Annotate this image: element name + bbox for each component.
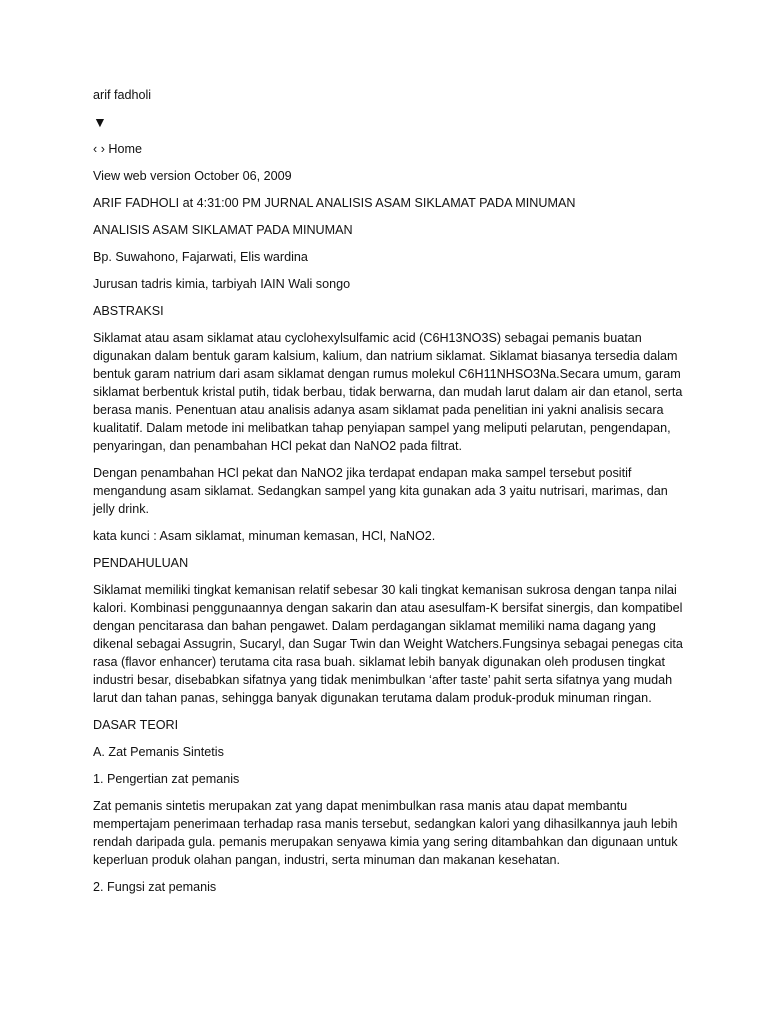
nav-arrows-icon: ‹ ›: [93, 142, 105, 156]
abstract-heading: ABSTRAKSI: [93, 304, 164, 318]
section-a-heading: A. Zat Pemanis Sintetis: [93, 745, 224, 759]
article-title: ANALISIS ASAM SIKLAMAT PADA MINUMAN: [93, 223, 353, 237]
section-1-heading: 1. Pengertian zat pemanis: [93, 772, 240, 786]
theory-heading: DASAR TEORI: [93, 718, 179, 732]
intro-heading: PENDAHULUAN: [93, 556, 189, 570]
abstract-paragraph-2: Dengan penambahan HCl pekat dan NaNO2 jika terdapat endapan maka sampel tersebut positif mengandung asam siklamat. Sedangkan sampel yang kita gunakan ada 3 yaitu nutrisari, marimas, dan jelly drink.: [93, 466, 668, 516]
view-web-version: View web version October 06, 2009: [93, 169, 292, 183]
abstract-paragraph-1: Siklamat atau asam siklamat atau cyclohexylsulfamic acid (C6H13NO3S) sebagai pemanis buatan digunakan dalam bentuk garam kalsium, kalium, dan natrium siklamat. Siklamat biasanya tersedia dalam bentuk garam natrium dari asam siklamat dengan rumus molekul C6H11NHSO3Na.Secara umum, garam siklamat berbentuk kristal putih, tidak berbau, tidak berwarna, dan mudah larut dalam air dan etanol, serta berasa manis. Penentuan atau analisis adanya asam siklamat pada penelitian ini yakni analisis secara kualitatif. Dalam metode ini melibatkan tahap penyiapan sampel yang meliputi pelarutan, pengendapan, penyaringan, dan penambahan HCl pekat dan NaNO2 pada filtrat.: [93, 331, 683, 453]
keywords-line: kata kunci : Asam siklamat, minuman kemasan, HCl, NaNO2.: [93, 529, 436, 543]
article-authors: Bp. Suwahono, Fajarwati, Elis wardina: [93, 250, 308, 264]
nav-home-link[interactable]: [93, 140, 683, 158]
article-affiliation: Jurusan tadris kimia, tarbiyah IAIN Wali songo: [93, 277, 351, 291]
author-name: arif fadholi: [93, 88, 152, 102]
nav-home-label: Home: [108, 142, 142, 156]
menu-arrow-icon[interactable]: ▼: [93, 114, 107, 130]
section-1-paragraph: Zat pemanis sintetis merupakan zat yang dapat menimbulkan rasa manis atau dapat membantu mempertajam penerimaan terhadap rasa manis tersebut, sedangkan kalori yang dihasilkannya jauh lebih rendah daripada gula. pemanis merupakan senyawa kimia yang sering ditambahkan dan digunaan untuk keperluan produk olahan pangan, industri, serta minuman dan makanan kesehatan.: [93, 799, 678, 867]
document-page: [93, 86, 683, 905]
intro-paragraph-1: Siklamat memiliki tingkat kemanisan relatif sebesar 30 kali tingkat kemanisan sukrosa dengan tanpa nilai kalori. Kombinasi penggunaannya dengan sakarin dan atau asesulfam-K bersifat sinergis, dan kompatibel dengan pencitarasa dan bahan pengawet. Dalam perdagangan siklamat memiliki nama dagang yang dikenal sebagai Assugrin, Sucaryl, dan Sugar Twin dan Weight Watchers.Fungsinya sebagai penegas cita rasa (flavor enhancer) terutama cita rasa buah. siklamat lebih banyak digunakan oleh produsen tingkat industri besar, disebabkan sifatnya yang tidak menimbulkan ‘after taste’ pahit serta sifatnya yang mudah larut dan tahan panas, sehingga banyak digunakan terutama dalam produk-produk minuman ringan.: [93, 583, 683, 705]
section-2-heading: 2. Fungsi zat pemanis: [93, 880, 217, 894]
post-header-line: ARIF FADHOLI at 4:31:00 PM JURNAL ANALISIS ASAM SIKLAMAT PADA MINUMAN: [93, 196, 576, 210]
